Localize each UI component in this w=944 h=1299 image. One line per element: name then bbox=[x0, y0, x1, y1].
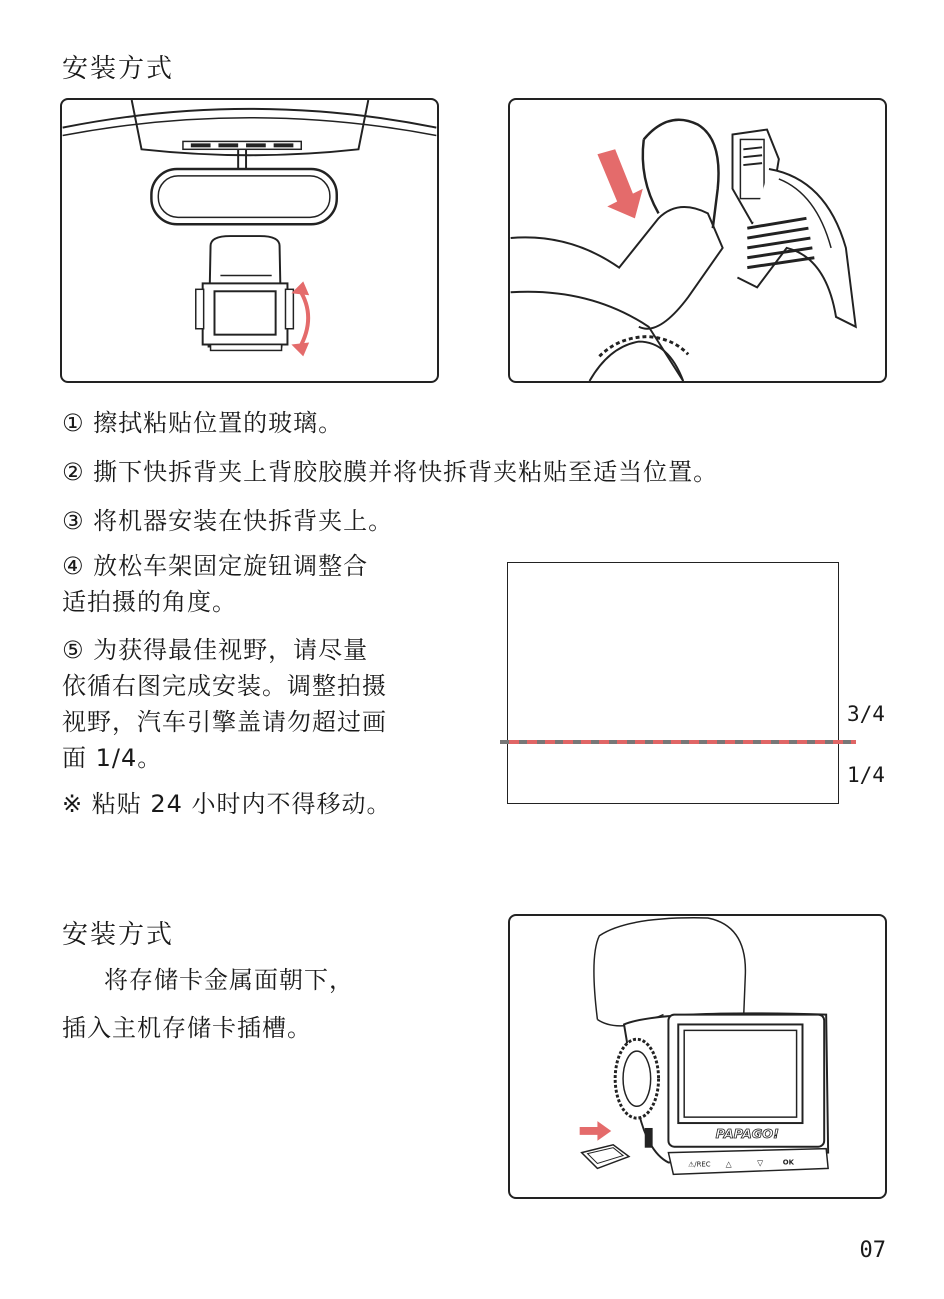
step-5-line-4: 面 1/4。 bbox=[62, 744, 163, 772]
step-4-line-1: ④ 放松车架固定旋钮调整合 bbox=[62, 552, 369, 580]
step-5-line-2: 依循右图完成安装。调整拍摄 bbox=[62, 672, 387, 700]
section-heading-sdcard: 安装方式 bbox=[62, 920, 175, 950]
ratio-label-top: 3/4 bbox=[847, 702, 885, 726]
illustration-mirror-mount bbox=[60, 98, 439, 383]
step-4-line-2: 适拍摄的角度。 bbox=[62, 588, 237, 616]
rec-button-label: ⚠/REC bbox=[688, 1160, 711, 1169]
page-number: 07 bbox=[859, 1238, 886, 1263]
sdcard-instruction-1: 将存储卡金属面朝下， bbox=[104, 966, 354, 994]
down-button-label: ▽ bbox=[757, 1158, 764, 1168]
illustration-sdcard-insert bbox=[508, 914, 887, 1199]
brand-logo: PAPAGO! bbox=[715, 1126, 780, 1142]
step-3: ③ 将机器安装在快拆背夹上。 bbox=[62, 507, 394, 535]
note-no-move: ※ 粘贴 24 小时内不得移动。 bbox=[62, 790, 392, 818]
mirror-mount-drawing bbox=[62, 100, 437, 381]
ratio-label-bottom: 1/4 bbox=[847, 763, 885, 787]
step-1: ① 擦拭粘贴位置的玻璃。 bbox=[62, 409, 344, 437]
bracket-drawing bbox=[510, 100, 885, 381]
horizon-dashed-line bbox=[500, 737, 860, 747]
ok-button-label: OK bbox=[782, 1158, 794, 1167]
up-button-label: △ bbox=[725, 1159, 732, 1169]
section-heading-install: 安装方式 bbox=[62, 54, 175, 84]
step-2: ② 撕下快拆背夹上背胶胶膜并将快拆背夹粘贴至适当位置。 bbox=[62, 458, 719, 486]
view-ratio-diagram bbox=[507, 562, 839, 804]
illustration-bracket-apply bbox=[508, 98, 887, 383]
sdcard-drawing bbox=[510, 916, 885, 1197]
sdcard-instruction-2: 插入主机存储卡插槽。 bbox=[62, 1014, 312, 1042]
step-5-line-3: 视野，汽车引擎盖请勿超过画 bbox=[62, 708, 387, 736]
step-5-line-1: ⑤ 为获得最佳视野，请尽量 bbox=[62, 636, 369, 664]
